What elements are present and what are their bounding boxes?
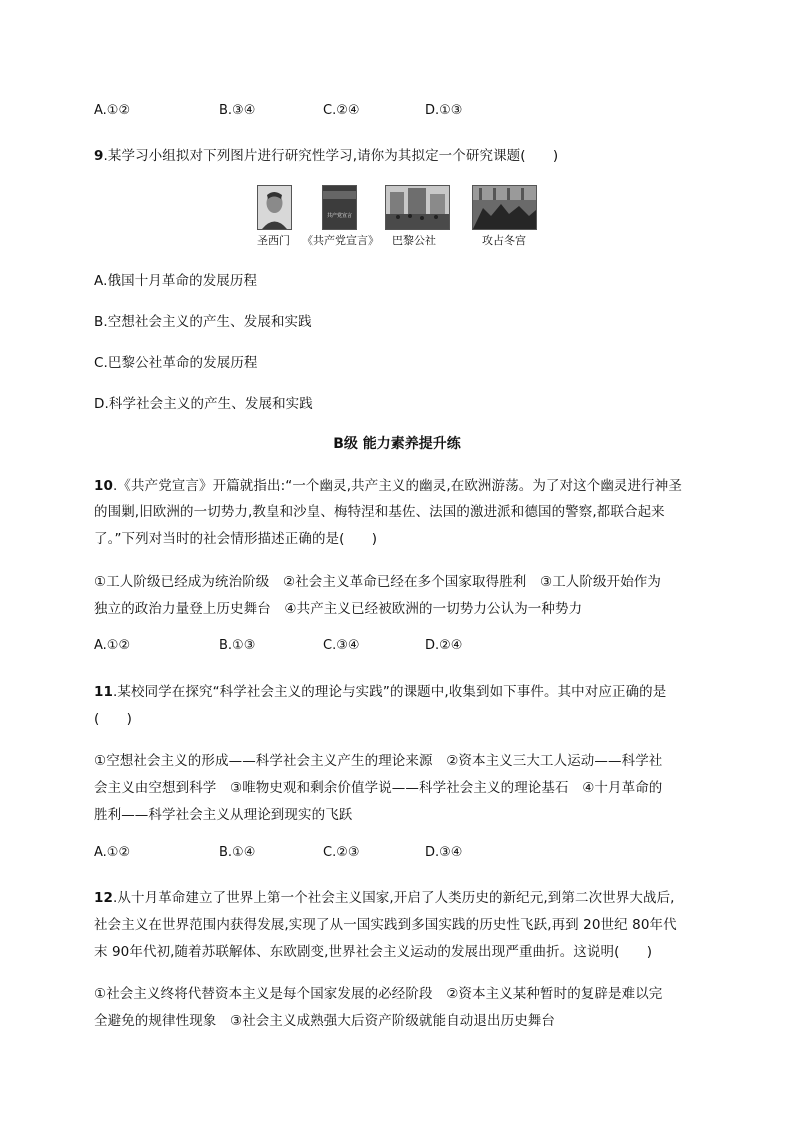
caption-winter-palace: 攻占冬宫 [482,234,526,247]
section-title: B级 能力素养提升练 [333,436,461,452]
q12-stem-text-1: .从十月革命建立了世界上第一个社会主义国家,开启了人类历史的新纪元,到第二次世界大战后, [113,890,675,906]
q11-option-d: D.③④ [425,845,463,860]
q10-option-c: C.③④ [323,638,360,653]
paris-commune-image [385,185,450,230]
q11-statement-line-1: ①空想社会主义的形成——科学社会主义产生的理论来源 ②资本主义三大工人运动——科学社 [94,753,663,769]
q8-option-c: C.②④ [323,103,360,118]
q8-option-d: D.①③ [425,103,463,118]
caption-manifesto: 《共产党宣言》 [302,234,379,247]
q12-statement-line-2: 全避免的规律性现象 ③社会主义成熟强大后资产阶级就能自动退出历史舞台 [94,1013,556,1029]
q9-option-c: C.巴黎公社革命的发展历程 [94,355,258,371]
q11-stem-text-1: .某校同学在探究“科学社会主义的理论与实践”的课题中,收集到如下事件。其中对应正确的是 [113,684,667,700]
q10-number: 10 [94,478,113,494]
q10-option-d: D.②④ [425,638,463,653]
communist-manifesto-cover-image [322,185,357,230]
q11-option-b: B.①④ [219,845,256,860]
q10-option-b: B.①③ [219,638,256,653]
q9-option-d: D.科学社会主义的产生、发展和实践 [94,396,313,412]
caption-saint-simon: 圣西门 [257,234,290,247]
q11-number: 11 [94,684,113,700]
q12-stem-line-2: 社会主义在世界范围内获得发展,实现了从一国实践到多国实践的历史性飞跃,再到 20世纪 80年代 [94,917,677,933]
q11-option-c: C.②③ [323,845,360,860]
storming-winter-palace-image [472,185,537,230]
q11-stem-line-2: ( ) [94,711,132,727]
q12-stem-line-3: 末 90年代初,随着苏联解体、东欧剧变,世界社会主义运动的发展出现严重曲折。这说明( ) [94,944,653,960]
q9-number: 9 [94,148,104,164]
q10-stem-line-3: 了。”下列对当时的社会情形描述正确的是( ) [94,531,378,547]
q8-option-b: B.③④ [219,103,256,118]
q10-stem-line-1 [94,474,682,494]
saint-simon-portrait-image [257,185,292,230]
q10-statement-line-1: ①工人阶级已经成为统治阶级 ②社会主义革命已经在多个国家取得胜利 ③工人阶级开始作为 [94,574,662,590]
cover-title: 共产党宣言 [326,213,352,219]
q10-option-a: A.①② [94,638,131,653]
q8-option-a: A.①② [94,103,131,118]
q9-option-b: B.空想社会主义的产生、发展和实践 [94,314,312,330]
q10-stem-line-2: 的围剿,旧欧洲的一切势力,教皇和沙皇、梅特涅和基佐、法国的激进派和德国的警察,都联合起来 [94,504,665,520]
q11-stem-line-1 [94,680,666,700]
q10-stem-text-1: .《共产党宣言》开篇就指出:“一个幽灵,共产主义的幽灵,在欧洲游荡。为了对这个幽灵进行神圣 [113,478,682,494]
q11-statement-line-2: 会主义由空想到科学 ③唯物史观和剩余价值学说——科学社会主义的理论基石 ④十月革命的 [94,780,663,796]
caption-paris-commune: 巴黎公社 [392,234,436,247]
q11-option-a: A.①② [94,845,131,860]
q12-number: 12 [94,890,113,906]
q10-statement-line-2: 独立的政治力量登上历史舞台 ④共产主义已经被欧洲的一切势力公认为一种势力 [94,601,583,617]
q12-statement-line-1: ①社会主义终将代替资本主义是每个国家发展的必经阶段 ②资本主义某种暂时的复辟是难以完 [94,986,663,1002]
q9-stem [94,144,558,164]
q9-option-a: A.俄国十月革命的发展历程 [94,273,258,289]
q9-stem-text: .某学习小组拟对下列图片进行研究性学习,请你为其拟定一个研究课题( ) [103,148,559,164]
q11-statement-line-3: 胜利——科学社会主义从理论到现实的飞跃 [94,807,353,823]
q12-stem-line-1 [94,886,675,906]
